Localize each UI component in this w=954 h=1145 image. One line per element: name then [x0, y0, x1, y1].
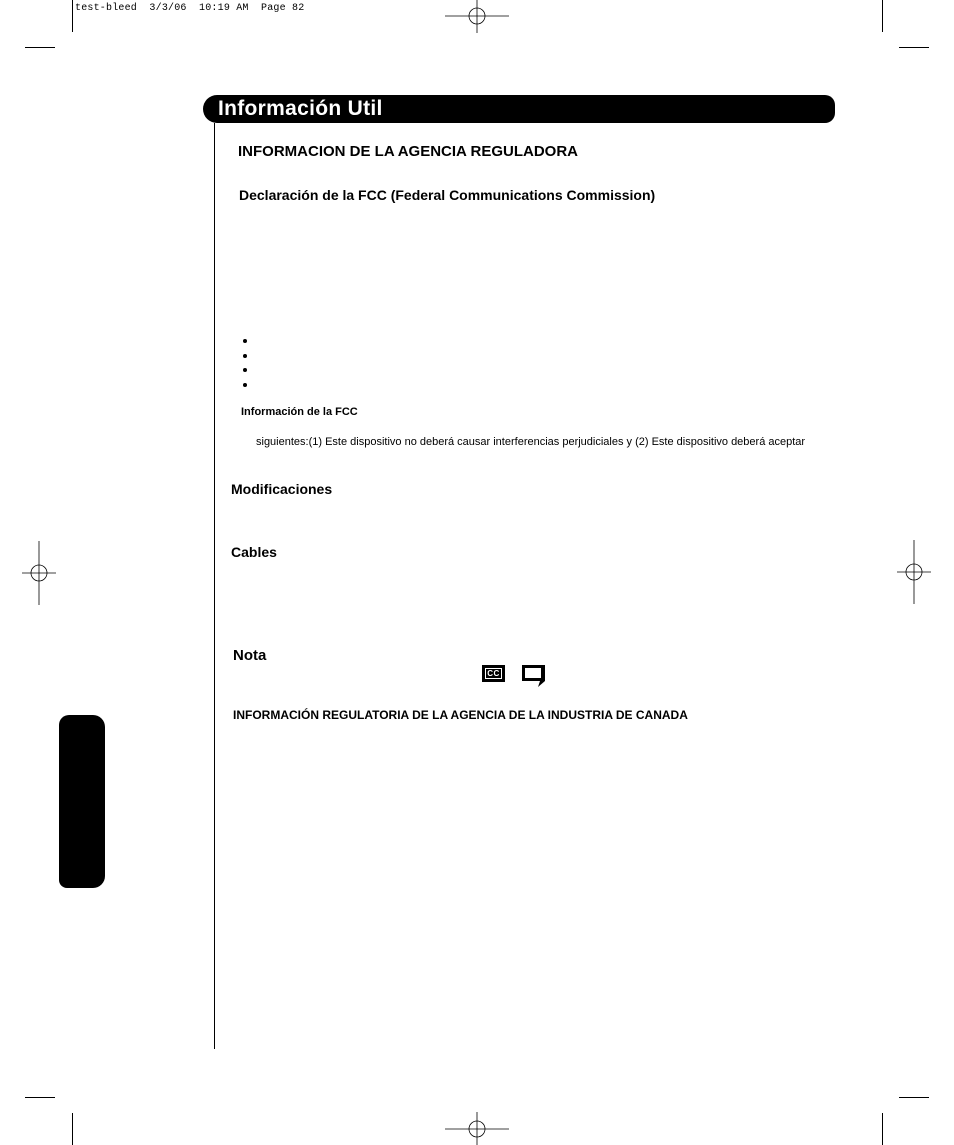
side-tab: [59, 715, 105, 888]
section-header-bar: [203, 95, 835, 123]
modifications-heading: Modificaciones: [231, 481, 333, 497]
note-heading: Nota: [233, 647, 267, 664]
vertical-rule: [214, 123, 215, 1049]
list-bullet: [243, 383, 247, 387]
page-title: Información Util: [218, 97, 383, 120]
registration-mark-bottom-icon: [445, 1112, 509, 1145]
fcc-heading: Declaración de la FCC (Federal Communications Commission): [239, 187, 656, 203]
regulatory-heading: INFORMACION DE LA AGENCIA REGULADORA: [238, 143, 578, 160]
fcc-info-text: siguientes:(1) Este dispositivo no deberá causar interferencias perjudiciales y (2) Este dispositivo deberá aceptar: [256, 436, 806, 448]
closed-caption-icon: CC: [482, 665, 505, 682]
caption-speech-bubble-icon: [521, 664, 546, 688]
registration-mark-left-icon: [22, 541, 56, 605]
list-bullet: [243, 354, 247, 358]
print-slug: test-bleed 3/3/06 10:19 AM Page 82: [75, 3, 305, 14]
list-bullet: [243, 339, 247, 343]
list-bullet: [243, 368, 247, 372]
fcc-info-heading: Información de la FCC: [241, 406, 358, 418]
canada-heading: INFORMACIÓN REGULATORIA DE LA AGENCIA DE LA INDUSTRIA DE CANADA: [233, 708, 688, 722]
registration-mark-right-icon: [897, 540, 931, 604]
registration-mark-top-icon: [445, 0, 509, 33]
cables-heading: Cables: [231, 544, 277, 560]
